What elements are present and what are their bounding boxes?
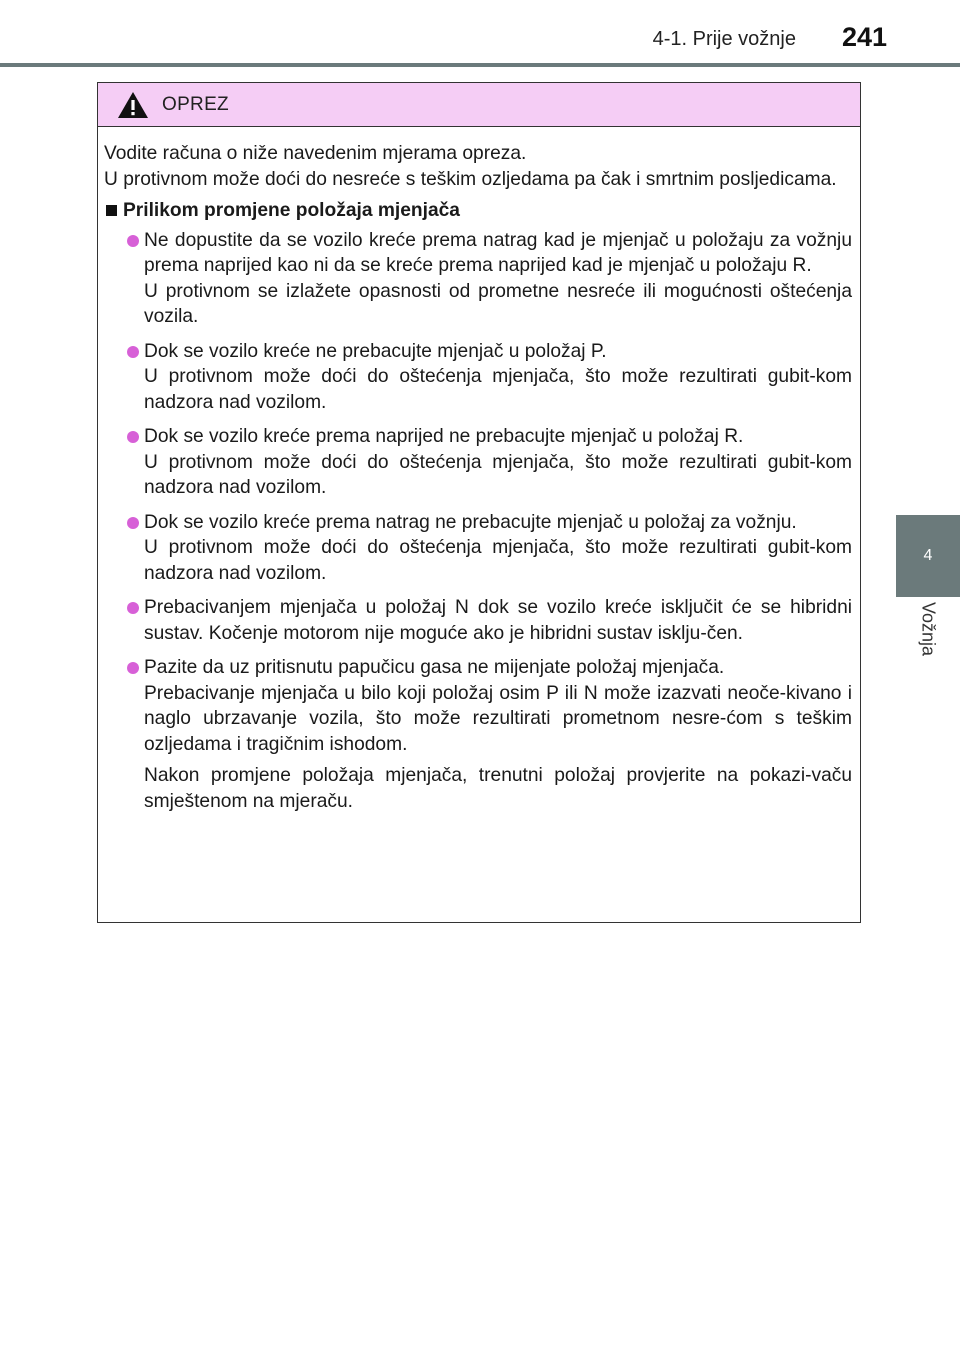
warning-triangle-icon bbox=[116, 90, 150, 120]
caution-body bbox=[98, 127, 860, 814]
bullet-dot-icon bbox=[127, 602, 139, 614]
list-item-text: Pazite da uz pritisnutu papučicu gasa ne mijenjate položaj mjenjača. bbox=[144, 657, 725, 678]
chapter-tab bbox=[896, 515, 960, 597]
bullet-dot-icon bbox=[127, 346, 139, 358]
bullet-dot-icon bbox=[127, 235, 139, 247]
caution-title: OPREZ bbox=[162, 93, 229, 115]
caution-header bbox=[98, 83, 860, 127]
subheading bbox=[104, 198, 852, 224]
list-item-text: Ne dopustite da se vozilo kreće prema natrag kad je mjenjač u položaju za vožnju prema naprijed kao ni da se kreće prema naprijed kad je mjenjač u položaju R. bbox=[144, 229, 852, 276]
list-item bbox=[104, 655, 852, 757]
list-item-detail: U protivnom može doći do oštećenja mjenjača, što može rezultirati gubit-kom nadzora nad vozilom. bbox=[144, 537, 852, 584]
chapter-number: 4 bbox=[923, 547, 933, 564]
list-item-detail: U protivnom može doći do oštećenja mjenjača, što može rezultirati gubit-kom nadzora nad vozilom. bbox=[144, 366, 852, 413]
subheading-text: Prilikom promjene položaja mjenjača bbox=[123, 200, 460, 221]
list-item-detail: U protivnom se izlažete opasnosti od prometne nesreće ili mogućnosti oštećenja vozila. bbox=[144, 280, 852, 327]
list-item-text: Prebacivanjem mjenjača u položaj N dok se vozilo kreće isključit će se hibridni sustav. Kočenje motorom nije moguće ako je hibridni sustav isklju-čen. bbox=[144, 597, 852, 644]
list-item-text: Dok se vozilo kreće prema natrag ne prebacujte mjenjač u položaj za vožnju. bbox=[144, 511, 797, 533]
list-item-text: Dok se vozilo kreće prema naprijed ne prebacujte mjenjač u položaj R. bbox=[144, 426, 744, 447]
caution-box bbox=[97, 82, 861, 923]
note-text: Nakon promjene položaja mjenjača, trenutni položaj provjerite na pokazi-vaču smještenom na mjeraču. bbox=[144, 765, 852, 812]
intro-line: Vodite računa o niže navedenim mjerama opreza. bbox=[104, 143, 527, 164]
page-number: 241 bbox=[842, 22, 888, 52]
header-divider bbox=[0, 63, 960, 67]
list-item-detail: Prebacivanje mjenjača u bilo koji položaj osim P ili N može izazvati neoče-kivano i naglo ubrzavanje vozila, što može rezultirati prometnom nesre-ćom s teškim ozljedama i tragičnim ishodom. bbox=[144, 682, 852, 755]
list-item bbox=[104, 339, 852, 416]
chapter-label: Vožnja bbox=[918, 602, 939, 657]
list-item bbox=[104, 424, 852, 501]
square-bullet-icon bbox=[106, 205, 117, 216]
list-item bbox=[104, 228, 852, 330]
bullet-dot-icon bbox=[127, 431, 139, 443]
list-item-text: Dok se vozilo kreće ne prebacujte mjenjač u položaj P. bbox=[144, 340, 607, 362]
list-item bbox=[104, 510, 852, 587]
section-title: 4-1. Prije vožnje bbox=[652, 28, 796, 50]
intro-line: U protivnom može doći do nesreće s teškim ozljedama pa čak i smrtnim posljedicama. bbox=[104, 168, 837, 190]
bullet-dot-icon bbox=[127, 662, 139, 674]
bullet-dot-icon bbox=[127, 517, 139, 529]
list-item bbox=[104, 595, 852, 646]
list-item-detail: U protivnom može doći do oštećenja mjenjača, što može rezultirati gubit-kom nadzora nad vozilom. bbox=[144, 451, 852, 498]
